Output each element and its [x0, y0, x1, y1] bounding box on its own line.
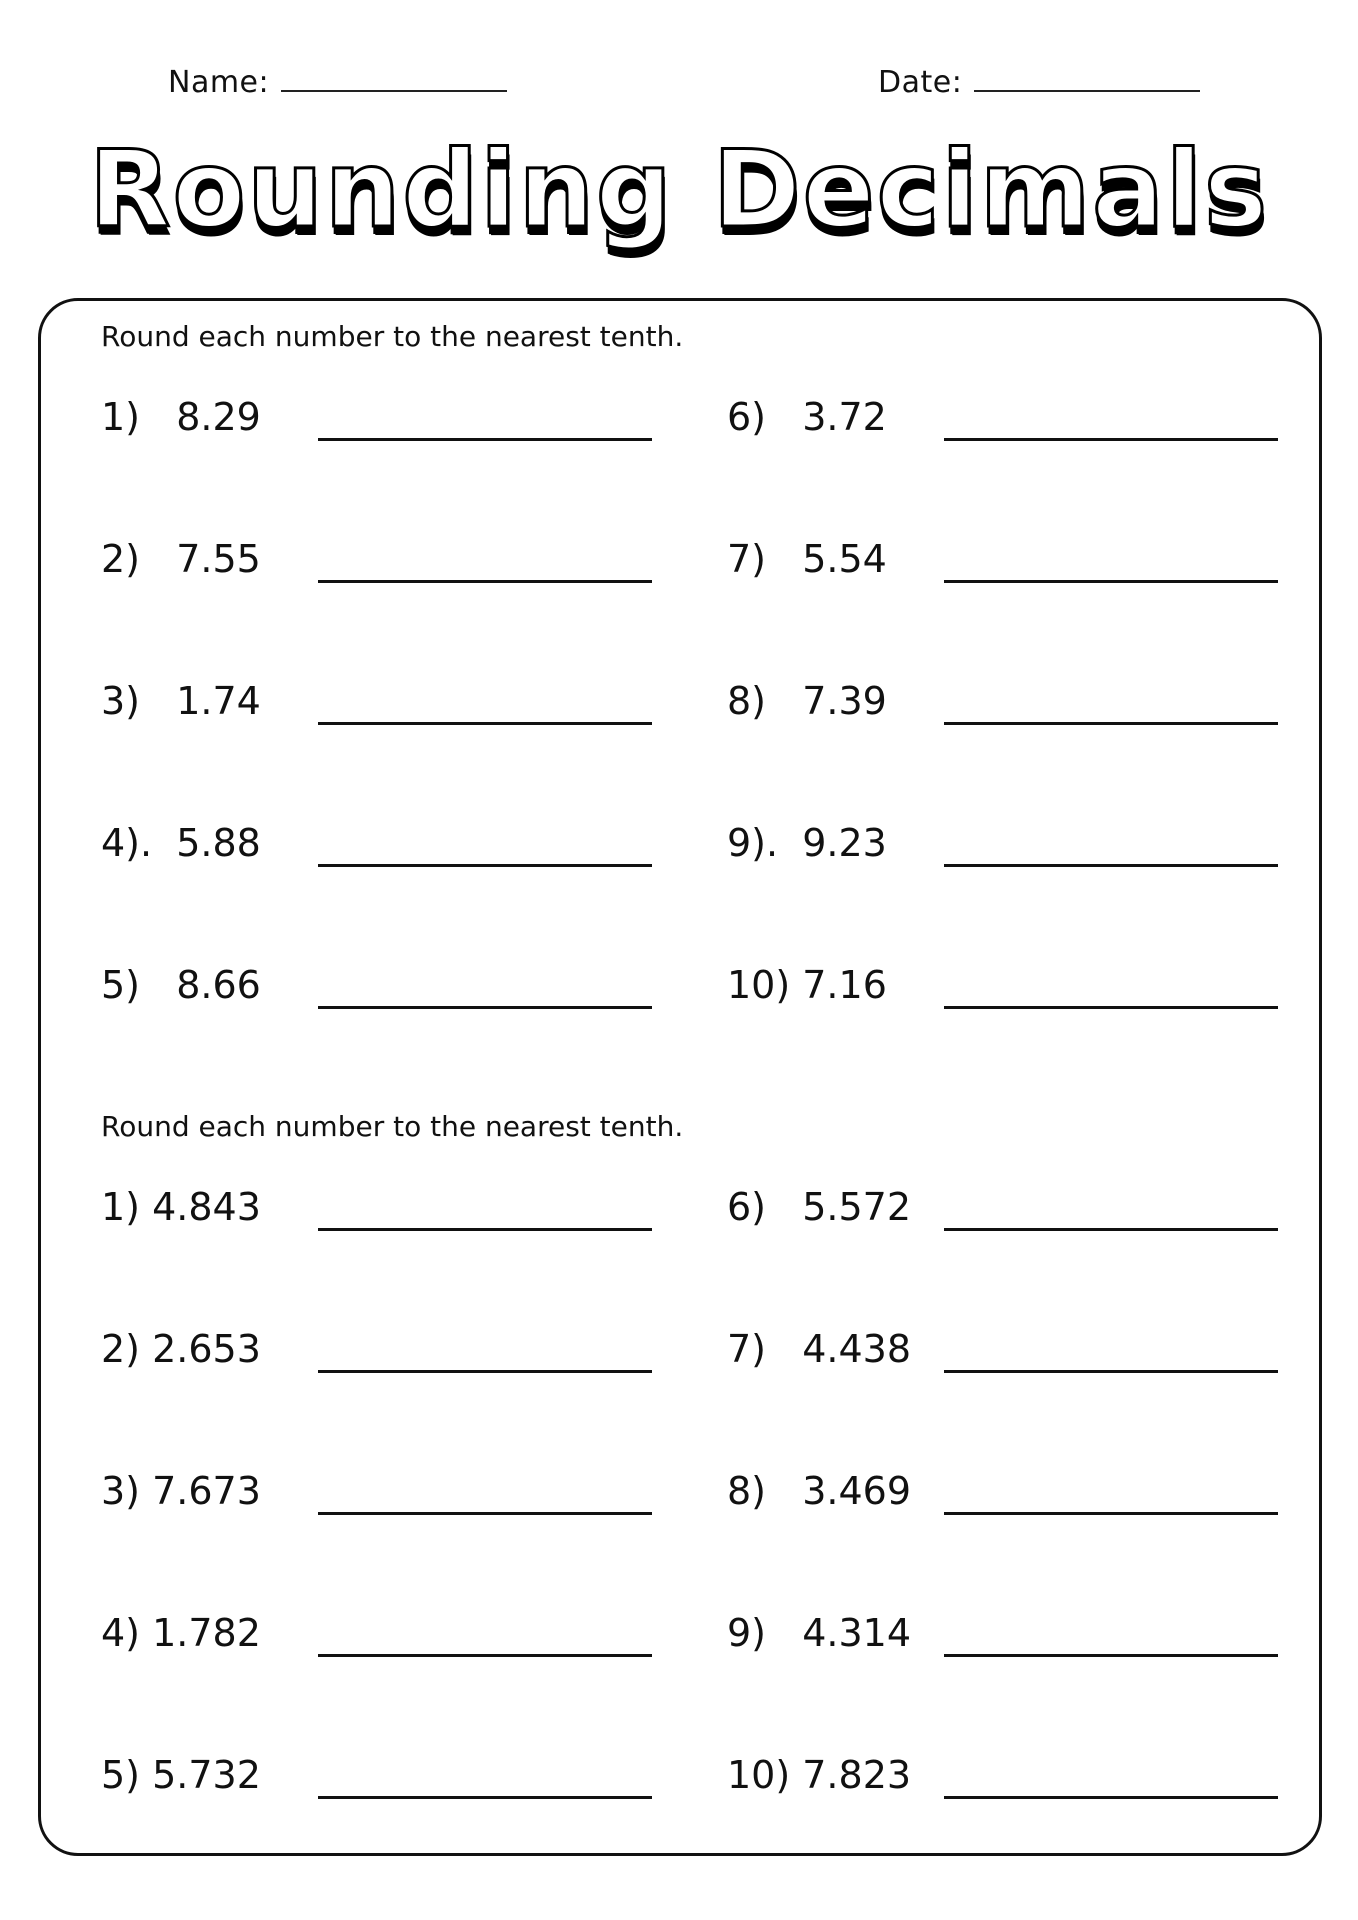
- problem-number: 7) 5.54: [727, 537, 887, 581]
- answer-line[interactable]: [944, 722, 1278, 725]
- problem-number: 3) 1.74: [101, 679, 261, 723]
- answer-line[interactable]: [318, 1654, 652, 1657]
- problem-number: 7) 4.438: [727, 1327, 912, 1371]
- problem-number: 6) 3.72: [727, 395, 887, 439]
- answer-line[interactable]: [944, 1512, 1278, 1515]
- answer-line[interactable]: [944, 1796, 1278, 1799]
- instruction-text: Round each number to the nearest tenth.: [101, 1110, 684, 1143]
- answer-line[interactable]: [944, 1228, 1278, 1231]
- answer-line[interactable]: [318, 1228, 652, 1231]
- problem-number: 10) 7.16: [727, 963, 887, 1007]
- answer-line[interactable]: [944, 1654, 1278, 1657]
- problem-number: 2) 7.55: [101, 537, 261, 581]
- problem-number: 8) 3.469: [727, 1469, 912, 1513]
- answer-line[interactable]: [944, 1370, 1278, 1373]
- answer-line[interactable]: [944, 580, 1278, 583]
- answer-line[interactable]: [944, 1006, 1278, 1009]
- problem-number: 5) 8.66: [101, 963, 261, 1007]
- answer-line[interactable]: [944, 864, 1278, 867]
- worksheet-title: Rounding Decimals: [88, 128, 1270, 251]
- answer-line[interactable]: [318, 1006, 652, 1009]
- date-label: Date:: [878, 65, 963, 100]
- instruction-text: Round each number to the nearest tenth.: [101, 320, 684, 353]
- problem-number: 1) 8.29: [101, 395, 261, 439]
- name-field[interactable]: [168, 64, 507, 100]
- name-label: Name:: [168, 65, 270, 100]
- problem-number: 4) 1.782: [101, 1611, 261, 1655]
- answer-line[interactable]: [318, 864, 652, 867]
- answer-line[interactable]: [318, 1796, 652, 1799]
- problem-number: 1) 4.843: [101, 1185, 261, 1229]
- answer-line[interactable]: [318, 722, 652, 725]
- answer-line[interactable]: [318, 1370, 652, 1373]
- problem-number: 5) 5.732: [101, 1753, 261, 1797]
- date-blank-line[interactable]: [974, 64, 1200, 92]
- problem-number: 4). 5.88: [101, 821, 261, 865]
- name-blank-line[interactable]: [281, 64, 507, 92]
- answer-line[interactable]: [318, 580, 652, 583]
- problem-number: 9) 4.314: [727, 1611, 912, 1655]
- problem-number: 8) 7.39: [727, 679, 887, 723]
- problem-number: 10) 7.823: [727, 1753, 912, 1797]
- problem-number: 6) 5.572: [727, 1185, 912, 1229]
- problem-number: 2) 2.653: [101, 1327, 261, 1371]
- date-field[interactable]: [878, 64, 1200, 100]
- problem-number: 9). 9.23: [727, 821, 887, 865]
- answer-line[interactable]: [318, 1512, 652, 1515]
- problem-number: 3) 7.673: [101, 1469, 261, 1513]
- answer-line[interactable]: [944, 438, 1278, 441]
- answer-line[interactable]: [318, 438, 652, 441]
